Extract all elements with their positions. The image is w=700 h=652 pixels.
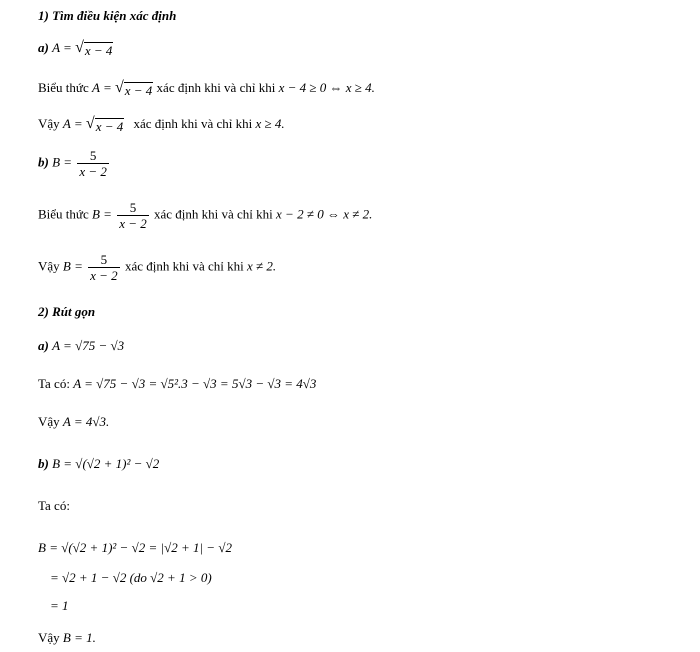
part-2a-work: Ta có: A = √75 − √3 = √5².3 − √3 = 5√3 − √3 = 4√3: [38, 376, 317, 391]
part-1b-conclusion: Vậy B = $\frac{5}{x - 2}$ xác định khi và chỉ khi x ≠ 2.: [38, 252, 277, 283]
lhs: A =: [52, 40, 72, 55]
sqrt-expression: √ x − 4: [85, 114, 124, 134]
part-1a-conclusion: Vậy A = √ x − 4 xác định khi và chỉ khi x ≥ 4.: [38, 114, 285, 134]
part-2b-eq3: = 1: [50, 598, 69, 613]
section-1-title: 1) Tìm điều kiện xác định: [38, 8, 177, 23]
sqrt-expression: √ x − 4: [114, 78, 153, 98]
part-1a: [38, 38, 113, 59]
part-1b: b) B = $\frac{5}{x - 2}$: [38, 148, 107, 179]
fraction: $\frac{5}{x - 2}$: [79, 148, 107, 179]
part-2b-eq1: B = √(√2 + 1)² − √2 = |√2 + 1| − √2: [38, 540, 232, 555]
part-2b: b) B = √(√2 + 1)² − √2: [38, 456, 160, 471]
part-2b-eq2: = √2 + 1 − √2 (do √2 + 1 > 0): [50, 570, 212, 585]
part-2b-conclusion: Vậy B = 1.: [38, 630, 96, 645]
fraction: $\frac{5}{x - 2}$: [119, 200, 147, 231]
part-2a: a) A = √75 − √3: [38, 338, 125, 353]
part-1a-statement: Biểu thức A = √ x − 4 xác định khi và chỉ khi x − 4 ≥ 0 ⇔ x ≥ 4.: [38, 78, 375, 98]
fraction: $\frac{5}{x - 2}$: [90, 252, 118, 283]
part-2a-conclusion: Vậy A = 4√3.: [38, 414, 110, 429]
sqrt-expression: √ x − 4: [75, 38, 113, 58]
part-2b-intro: Ta có:: [38, 498, 70, 513]
part-1b-statement: Biểu thức B = $\frac{5}{x - 2}$ xác định khi và chỉ khi x − 2 ≠ 0 ⇔ x ≠ 2.: [38, 200, 373, 231]
part-label: a): [38, 40, 49, 55]
section-2-title: 2) Rút gọn: [38, 304, 96, 319]
